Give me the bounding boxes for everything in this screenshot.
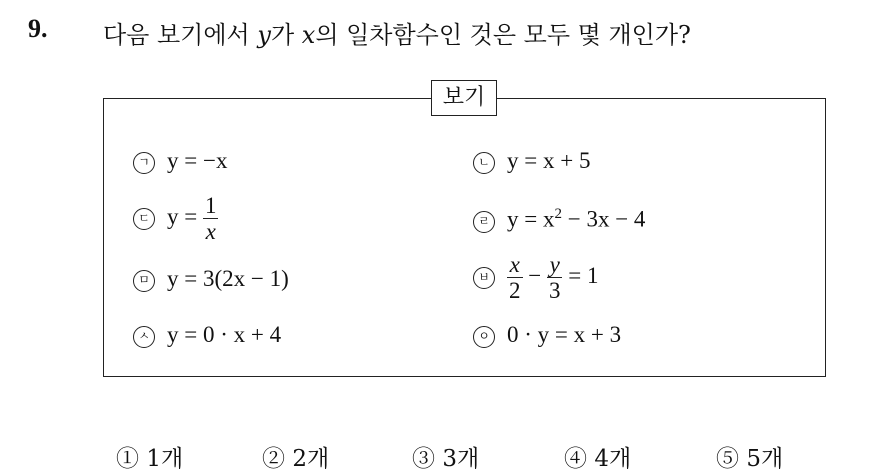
question-text: [103, 15, 691, 50]
item-marker: ㄱ: [133, 152, 155, 174]
item-expression: y = x + 5: [507, 148, 591, 173]
choice-mark: ①: [116, 446, 139, 472]
choice-mark: ④: [564, 446, 587, 472]
fraction-denominator: 2: [509, 278, 521, 304]
item-expression: y = 0 · x + 4: [167, 322, 282, 347]
item-expression-rhs: − 3x − 4: [561, 206, 646, 232]
fraction-denominator: x: [205, 219, 216, 245]
example-item-1: [133, 148, 227, 174]
item-marker: ㅇ: [473, 326, 495, 348]
example-item-8: [473, 322, 621, 348]
item-marker: ㅅ: [133, 326, 155, 348]
question-number: 9.: [28, 14, 48, 43]
question-text-part1: 다음 보기에서: [103, 21, 258, 49]
choice-4[interactable]: [564, 440, 631, 473]
item-expression: y = 3(2x − 1): [167, 266, 289, 291]
item-expression-lhs: y = x: [507, 206, 555, 232]
choice-mark: ③: [412, 446, 435, 472]
choice-label: 3개: [442, 446, 480, 472]
fraction-numerator: x: [507, 252, 523, 278]
item-marker: ㅂ: [473, 267, 495, 289]
example-item-7: [133, 322, 281, 348]
fraction-numerator: y: [547, 252, 563, 278]
item-expression-rhs: = 1: [568, 263, 599, 289]
choice-label: 1개: [146, 446, 184, 472]
choice-mark: ②: [262, 446, 285, 472]
question-text-part2: 가: [270, 21, 302, 49]
variable-x: x: [301, 21, 316, 49]
example-item-6: [473, 252, 598, 304]
example-item-3: [133, 193, 218, 245]
item-marker: ㅁ: [133, 270, 155, 292]
item-marker: ㄴ: [473, 152, 495, 174]
choice-label: 2개: [292, 446, 330, 472]
choice-2[interactable]: [262, 440, 329, 473]
item-expression: 0 · y = x + 3: [507, 322, 622, 347]
item-expression-lhs: y =: [167, 204, 198, 230]
variable-y: y: [257, 21, 271, 49]
fraction-1: [507, 252, 523, 304]
example-box-label: 보기: [431, 80, 497, 116]
choice-mark: ⑤: [716, 446, 739, 472]
choice-3[interactable]: [412, 440, 479, 473]
choice-5[interactable]: [716, 440, 783, 473]
operator: −: [528, 263, 542, 289]
choice-label: 4개: [594, 446, 632, 472]
exponent: 2: [554, 206, 562, 222]
fraction-denominator: 3: [548, 278, 561, 304]
fraction-2: [547, 252, 563, 304]
item-marker: ㄹ: [473, 211, 495, 233]
choice-1[interactable]: [116, 440, 183, 473]
fraction: [203, 193, 219, 245]
example-item-4: [473, 206, 645, 233]
item-expression: y = −x: [167, 148, 228, 173]
fraction-numerator: 1: [204, 193, 217, 218]
example-item-5: [133, 266, 289, 292]
choice-label: 5개: [746, 446, 784, 472]
item-marker: ㄷ: [133, 208, 155, 230]
question-text-part3: 의 일차함수인 것은 모두 몇 개인가?: [315, 21, 691, 49]
example-item-2: [473, 148, 590, 174]
